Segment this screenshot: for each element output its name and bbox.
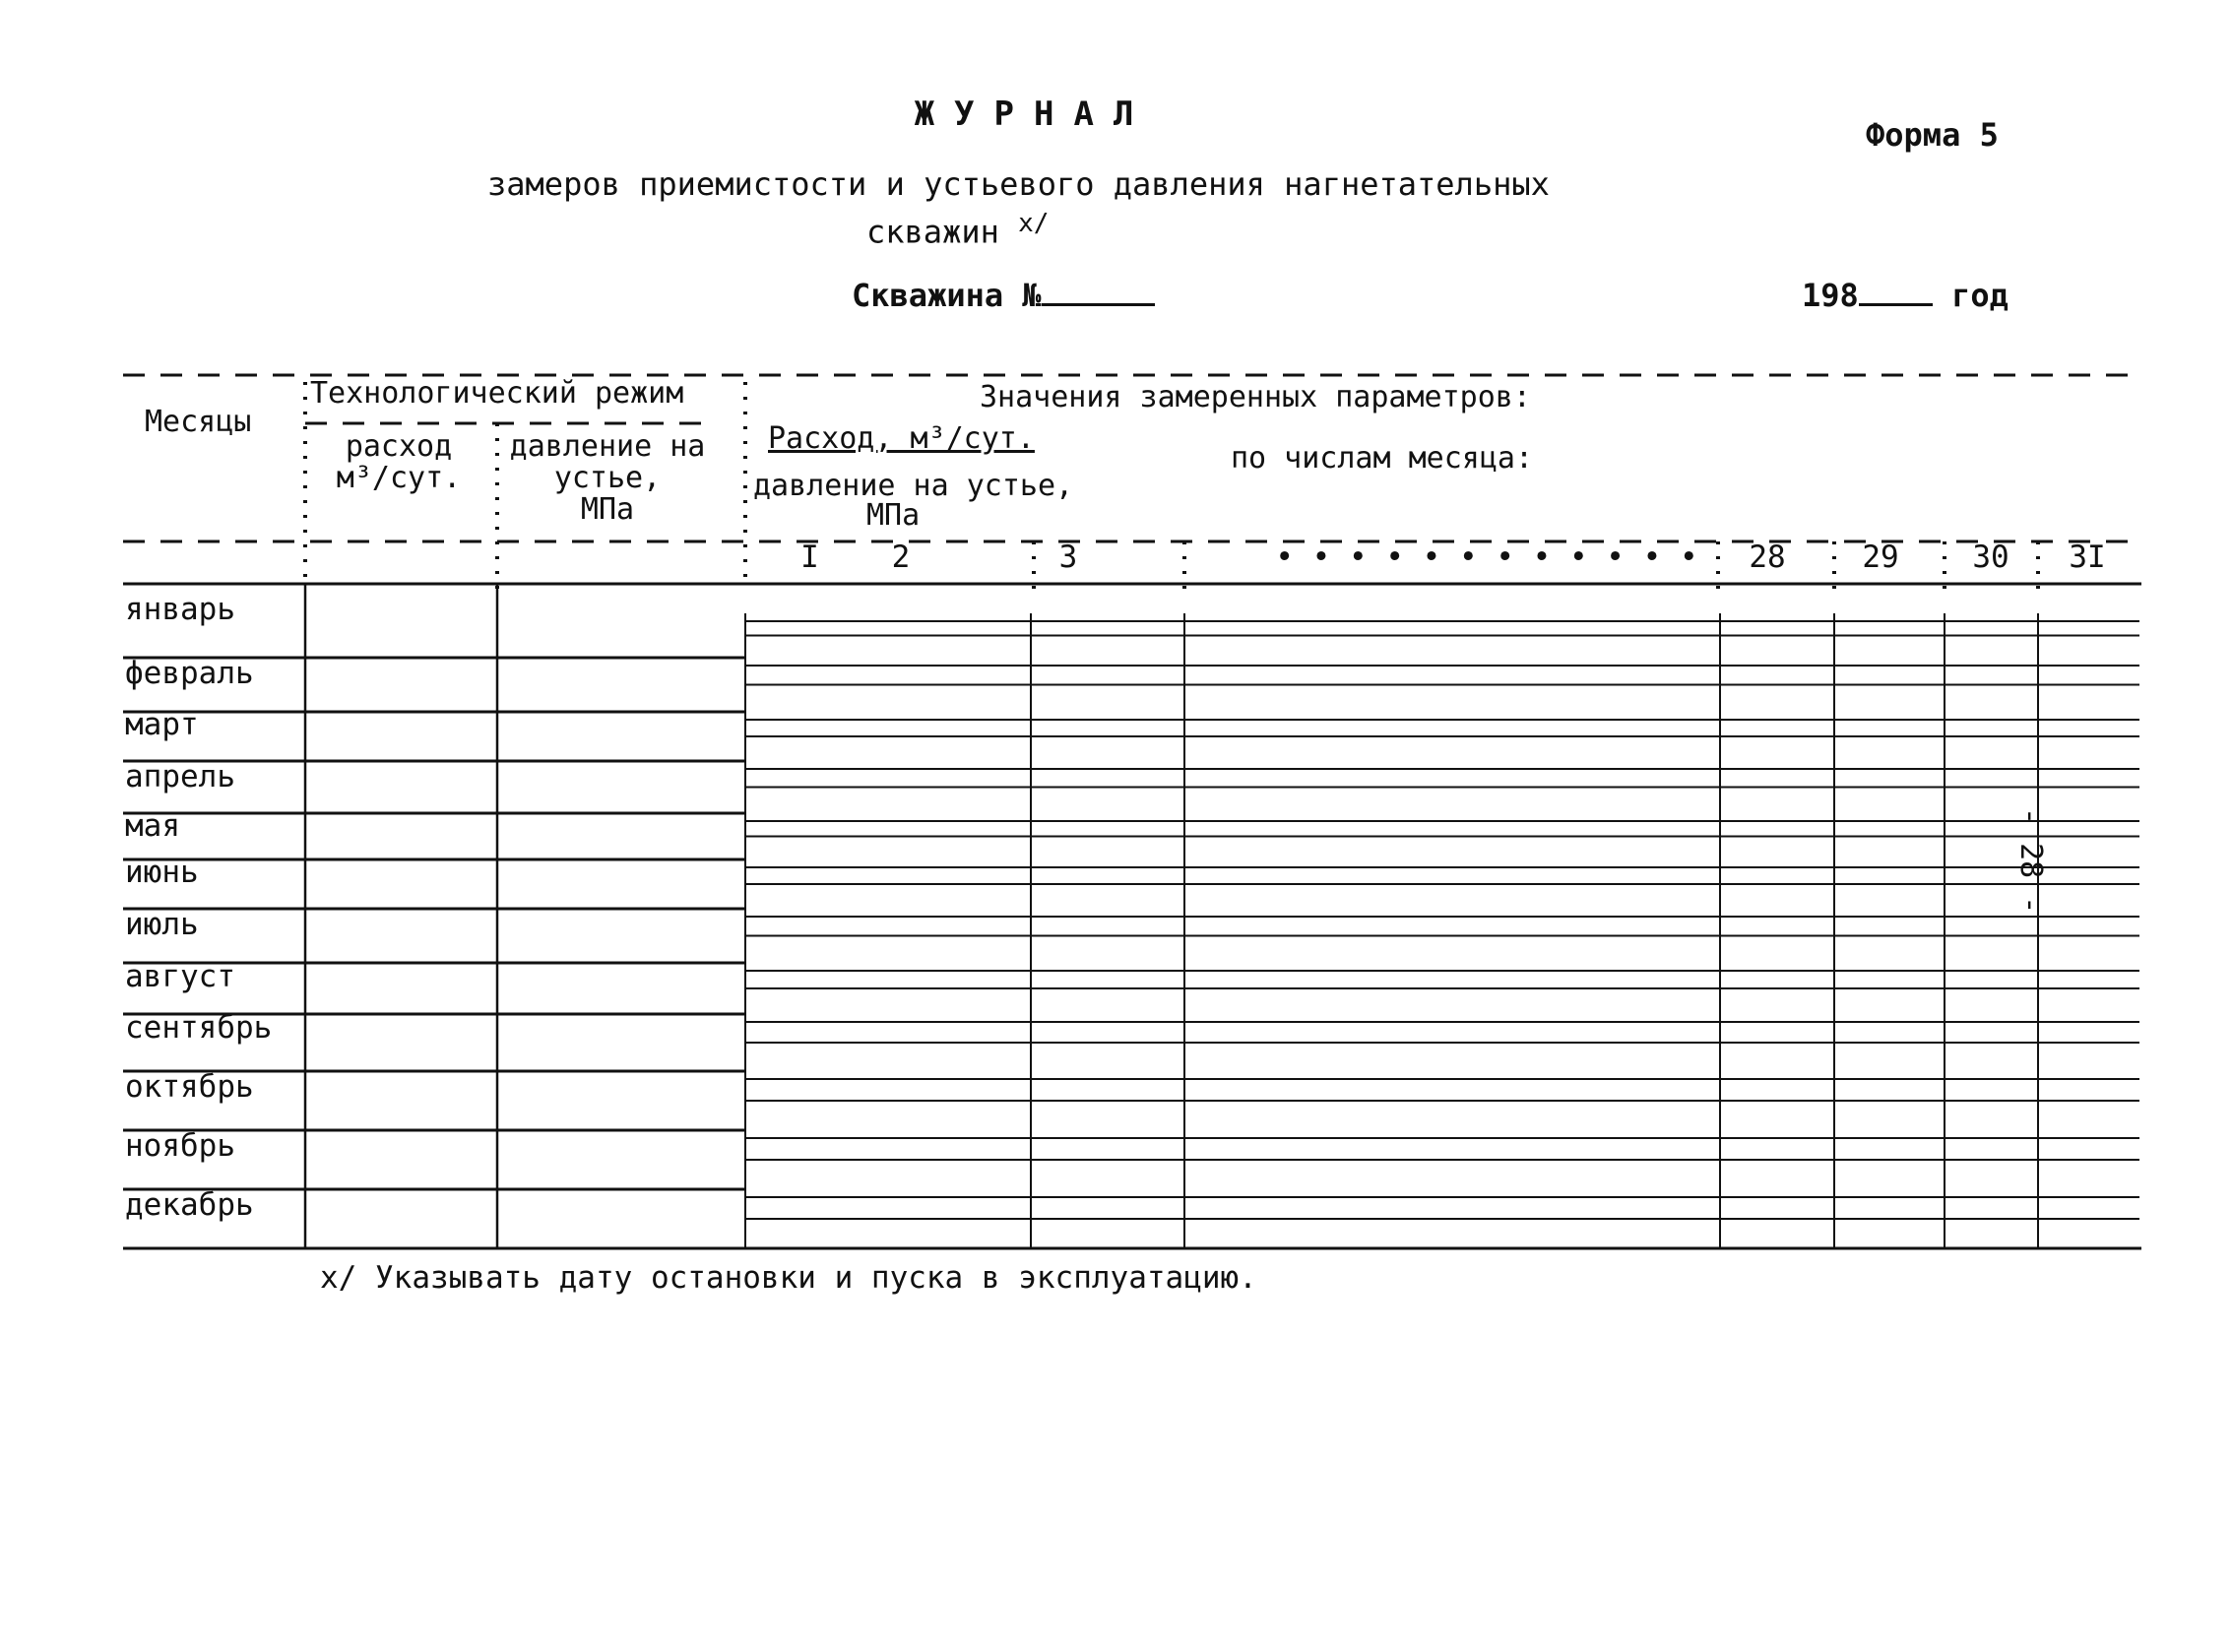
header-measured-pressure-l2: МПа	[866, 498, 921, 533]
header-flow-label: расход	[345, 429, 453, 464]
month-label: июнь	[125, 855, 199, 890]
year-prefix: 198	[1802, 277, 1859, 314]
header-pressure-l3: МПа	[580, 492, 635, 527]
month-label: август	[125, 959, 235, 994]
subtitle-text: скважин	[866, 213, 999, 251]
header-pressure-l1: давление на	[509, 429, 706, 464]
day-2: 2	[891, 540, 911, 575]
day-1: I	[800, 540, 819, 575]
header-by-days: по числам месяца:	[1231, 441, 1534, 476]
day-31: 3I	[2069, 540, 2106, 575]
journal-subtitle-line2	[866, 209, 1049, 251]
year-field	[1802, 276, 2009, 314]
form-number: Форма 5	[1866, 116, 1999, 154]
days-ellipsis: • • • • • • • • • • • •	[1275, 540, 1698, 575]
month-label: октябрь	[125, 1069, 254, 1105]
year-suffix: год	[1951, 277, 2009, 314]
day-28: 28	[1749, 540, 1786, 575]
header-months: Месяцы	[145, 405, 252, 439]
header-flow	[305, 431, 492, 494]
month-label: январь	[125, 592, 235, 627]
month-label: март	[125, 707, 199, 742]
table-grid	[123, 372, 2141, 1258]
header-tech-regime: Технологический режим	[310, 376, 684, 411]
measurement-table	[123, 372, 2141, 1258]
journal-title: ЖУРНАЛ	[914, 95, 1154, 134]
header-flow-unit: м³/сут.	[336, 461, 462, 495]
well-number-field	[852, 276, 1155, 314]
header-pressure-l2: устье,	[553, 461, 662, 495]
month-label: мая	[125, 808, 180, 844]
year-blank[interactable]	[1859, 276, 1933, 306]
header-measured: Значения замеренных параметров:	[980, 380, 1531, 414]
well-number-blank[interactable]	[1042, 276, 1155, 306]
well-label: Скважина №	[852, 277, 1042, 314]
month-label: ноябрь	[125, 1128, 235, 1164]
day-29: 29	[1862, 540, 1899, 575]
header-measured-flow: Расход, м³/сут.	[768, 421, 1035, 456]
header-measured-pressure-l1: давление на устье,	[753, 469, 1074, 503]
footnote-text: x/ Указывать дату остановки и пуска в эксплуатацию.	[320, 1260, 1257, 1296]
day-3: 3	[1058, 540, 1078, 575]
month-label: сентябрь	[125, 1010, 273, 1046]
page-number: - 28 -	[2013, 807, 2048, 915]
footnote-marker: x/	[1018, 209, 1050, 238]
month-label: апрель	[125, 759, 235, 794]
journal-subtitle-line1: замеров приемистости и устьевого давления нагнетательных	[487, 165, 1550, 203]
month-label: февраль	[125, 656, 254, 691]
month-label: декабрь	[125, 1187, 254, 1223]
day-30: 30	[1972, 540, 2009, 575]
header-pressure	[499, 431, 716, 526]
month-label: июль	[125, 907, 199, 942]
